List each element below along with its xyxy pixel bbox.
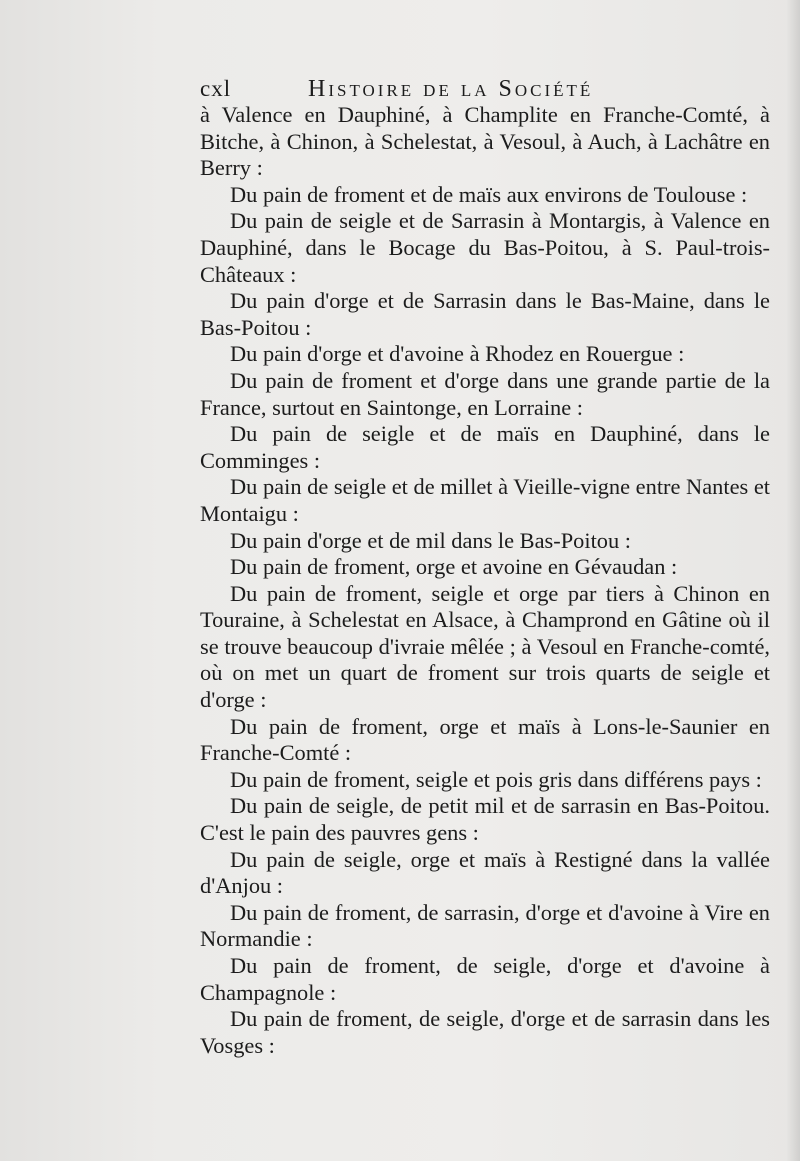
page-gutter-shadow [786, 0, 800, 1161]
paragraph: Du pain de froment, orge et avoine en Gévaudan : [230, 554, 678, 580]
paragraph: Du pain de froment, orge et maïs à Lons-le-Saunier en Franche-Comté : [200, 713, 770, 766]
paragraph: à Valence en Dauphiné, à Champlite en Franche-Comté, à Bitche, à Chinon, à Schelestat, à Vesoul, à Auch, à Lachâtre en Berry : [200, 102, 770, 181]
paragraph: Du pain de froment et de maïs aux environs de Toulouse : [230, 181, 748, 207]
page-number: cxl [200, 76, 232, 101]
paragraph: Du pain de seigle et de Sarrasin à Montargis, à Valence en Dauphiné, dans le Bocage du Bas-Poitou, à S. Paul-trois-Châteaux : [200, 208, 770, 287]
paragraph: Du pain de froment, de sarrasin, d'orge et d'avoine à Vire en Normandie : [200, 899, 770, 952]
body-text [200, 102, 770, 1059]
paragraph: Du pain de froment, de seigle, d'orge et de sarrasin dans les Vosges : [200, 1006, 770, 1058]
running-title: Histoire de la Société [308, 76, 594, 102]
paragraph: Du pain de froment et d'orge dans une grande partie de la France, surtout en Saintonge, en Lorraine : [200, 367, 770, 420]
paragraph: Du pain de froment, de seigle, d'orge et d'avoine à Champagnole : [200, 953, 770, 1005]
paragraph: Du pain d'orge et de Sarrasin dans le Bas-Maine, dans le Bas-Poitou : [200, 288, 770, 340]
paragraph: Du pain de froment, seigle et orge par tiers à Chinon en Touraine, à Schelestat en Alsace, à Champrond en Gâtine où il se trouve beaucoup d'ivraie mêlée ; à Vesoul en Franche-comté, où on met un quart de froment sur trois quarts de seigle et d'orge : [200, 580, 770, 713]
paragraph: Du pain de seigle et de millet à Vieille-vigne entre Nantes et Montaigu : [200, 474, 770, 526]
paragraph: Du pain de seigle, de petit mil et de sarrasin en Bas-Poitou. C'est le pain des pauvres gens : [200, 793, 770, 846]
paragraph: Du pain d'orge et d'avoine à Rhodez en Rouergue : [230, 341, 685, 367]
paragraph: Du pain de seigle, orge et maïs à Restigné dans la vallée d'Anjou : [200, 846, 770, 899]
paragraph: Du pain de seigle et de maïs en Dauphiné, dans le Comminges : [200, 421, 770, 473]
paragraph: Du pain d'orge et de mil dans le Bas-Poitou : [230, 527, 631, 553]
paragraph: Du pain de froment, seigle et pois gris dans différens pays : [230, 766, 762, 792]
